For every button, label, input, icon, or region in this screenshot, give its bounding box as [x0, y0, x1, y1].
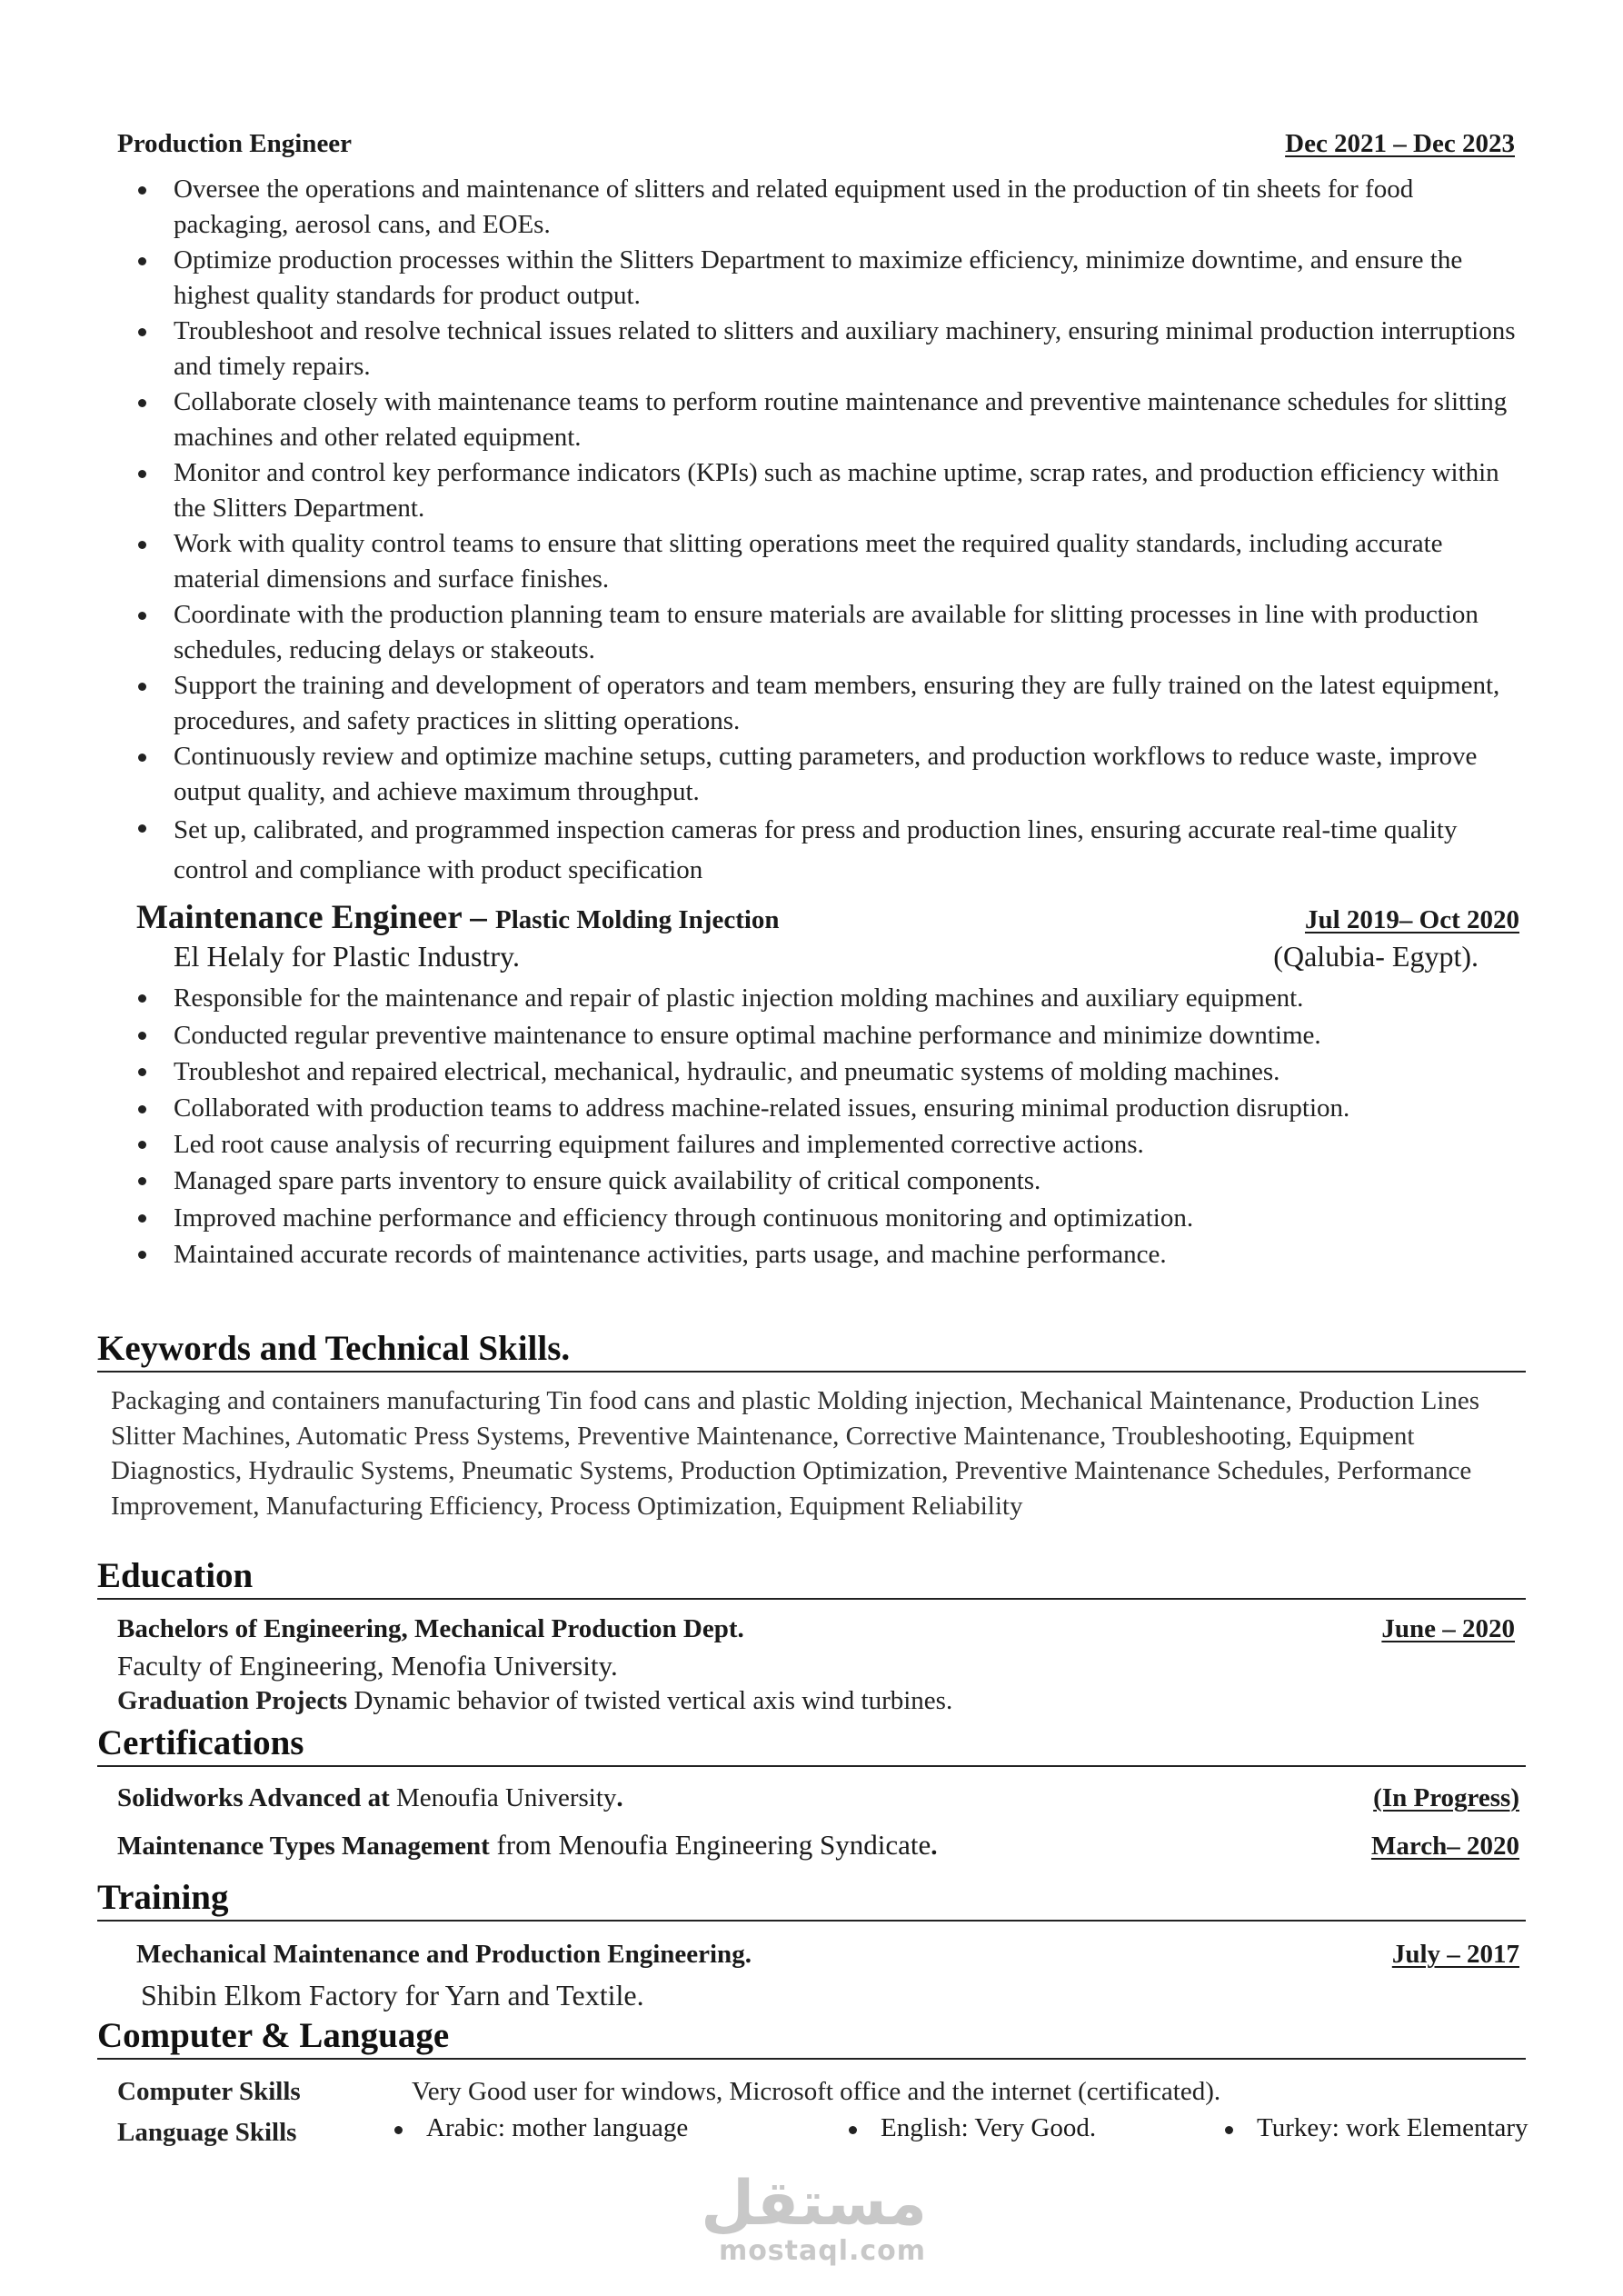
maintenance-title: Maintenance Engineer – [136, 899, 495, 936]
mostaql-watermark [701, 2168, 927, 2267]
language-skills-label: Language Skills [117, 2118, 297, 2147]
education-degree-row [117, 1614, 1515, 1644]
watermark-logo: مستقل [701, 2168, 927, 2240]
certification-org: from Menoufia Engineering Syndicate [489, 1829, 931, 1861]
language-item: Arabic: mother language [391, 2113, 845, 2143]
list-item: Collaborate closely with maintenance teams to perform routine maintenance and preventive maintenance schedules for slitting machines and other related equipment. [134, 384, 1516, 455]
list-item: Responsible for the maintenance and repair of plastic injection molding machines and auxiliary equipment. [134, 980, 1516, 1017]
maintenance-date: Jul 2019– Oct 2020 [1304, 905, 1519, 934]
production-bullets [134, 172, 1516, 890]
list-item: Oversee the operations and maintenance of slitters and related equipment used in the production of tin sheets for food packaging, aerosol cans, and EOEs. [134, 172, 1516, 243]
education-project-text: Dynamic behavior of twisted vertical axis wind turbines. [347, 1686, 953, 1715]
production-header [117, 129, 1515, 159]
training-place: Shibin Elkom Factory for Yarn and Textile. [141, 1979, 644, 2011]
certification-org: Menoufia University [389, 1783, 617, 1812]
language-item: Turkey: work Elementary [1221, 2113, 1528, 2143]
list-item: Maintained accurate records of maintenance activities, parts usage, and machine performance. [134, 1236, 1516, 1273]
education-project-label: Graduation Projects [117, 1686, 348, 1715]
skills-heading: Keywords and Technical Skills. [97, 1329, 1526, 1373]
maintenance-subtitle: Plastic Molding Injection [495, 905, 780, 934]
maintenance-bullets [134, 980, 1516, 1273]
education-heading: Education [97, 1556, 1526, 1600]
list-item: Optimize production processes within the Slitters Department to maximize efficiency, minimize downtime, and ensure the highest quality standards for product output. [134, 243, 1516, 314]
list-item: Set up, calibrated, and programmed inspection cameras for press and production lines, ensuring accurate real-time quality control and compliance with product specification [134, 810, 1516, 890]
list-item: Led root cause analysis of recurring equipment failures and implemented corrective actions. [134, 1126, 1516, 1163]
maintenance-company: El Helaly for Plastic Industry. [174, 940, 520, 973]
production-date: Dec 2021 – Dec 2023 [1285, 129, 1515, 158]
certification-name: Maintenance Types Management [117, 1832, 490, 1861]
training-heading: Training [97, 1878, 1526, 1922]
list-item: Coordinate with the production planning team to ensure materials are available for slitting processes in line with production schedules, reducing delays or stakeouts. [134, 597, 1516, 668]
list-item: Managed spare parts inventory to ensure quick availability of critical components. [134, 1163, 1516, 1200]
list-item: Improved machine performance and efficiency through continuous monitoring and optimization. [134, 1200, 1516, 1237]
certification-date: (In Progress) [1373, 1783, 1519, 1812]
language-item: English: Very Good. [845, 2113, 1221, 2143]
maintenance-location: (Qalubia- Egypt). [1273, 940, 1479, 973]
list-item: Support the training and development of operators and team members, ensuring they are fully trained on the latest equipment, procedures, and safety practices in slitting operations. [134, 668, 1516, 739]
certification-row [117, 1783, 1519, 1813]
certifications-heading: Certifications [97, 1723, 1526, 1767]
list-item: Troubleshot and repaired electrical, mechanical, hydraulic, and pneumatic systems of molding machines. [134, 1053, 1516, 1091]
list-item: Monitor and control key performance indicators (KPIs) such as machine uptime, scrap rates, and production efficiency within the Slitters Department. [134, 455, 1516, 526]
watermark-text: mostaql.com [718, 2235, 927, 2267]
list-item: Troubleshoot and resolve technical issues related to slitters and auxiliary machinery, ensuring minimal production interruptions and timely repairs. [134, 314, 1516, 384]
training-title-row [136, 1940, 1519, 1970]
computer-skills-text: Very Good user for windows, Microsoft office and the internet (certificated). [412, 2077, 1221, 2106]
training-title: Mechanical Maintenance and Production Engineering. [136, 1940, 752, 1969]
certification-name: Solidworks Advanced at [117, 1783, 390, 1812]
skills-text: Packaging and containers manufacturing Tin food cans and plastic Molding injection, Mechanical Maintenance, Production Lines Slitter Machines, Automatic Press Systems, Preventive Maintenance, Corrective Maintenance, Troubleshooting, Equipment Diagnostics, Hydraulic Systems, Pneumatic Systems, Production Optimization, Preventive Maintenance Schedules, Performance Improvement, Manufacturing Efficiency, Process Optimization, Equipment Reliability [111, 1386, 1480, 1521]
certification-row [117, 1829, 1519, 1862]
education-project-row [117, 1683, 952, 1718]
training-date: July – 2017 [1391, 1940, 1519, 1969]
education-degree: Bachelors of Engineering, Mechanical Production Dept. [117, 1614, 744, 1643]
education-date: June – 2020 [1381, 1614, 1515, 1643]
production-title: Production Engineer [117, 129, 353, 158]
computer-skills-label: Computer Skills [117, 2077, 301, 2106]
computer-heading: Computer & Language [97, 2016, 1526, 2060]
list-item: Conducted regular preventive maintenance to ensure optimal machine performance and minimize downtime. [134, 1017, 1516, 1054]
certification-end: . [931, 1832, 938, 1861]
certification-date: March– 2020 [1371, 1832, 1519, 1861]
maintenance-header [136, 898, 1519, 937]
list-item: Continuously review and optimize machine setups, cutting parameters, and production workflows to reduce waste, improve output quality, and achieve maximum throughput. [134, 739, 1516, 810]
certification-end: . [616, 1783, 623, 1812]
list-item: Collaborated with production teams to address machine-related issues, ensuring minimal production disruption. [134, 1091, 1516, 1126]
maintenance-company-row [174, 940, 1479, 973]
list-item: Work with quality control teams to ensure that slitting operations meet the required quality standards, including accurate material dimensions and surface finishes. [134, 526, 1516, 597]
language-list [391, 2113, 1528, 2143]
education-school: Faculty of Engineering, Menofia University. [117, 1650, 618, 1682]
